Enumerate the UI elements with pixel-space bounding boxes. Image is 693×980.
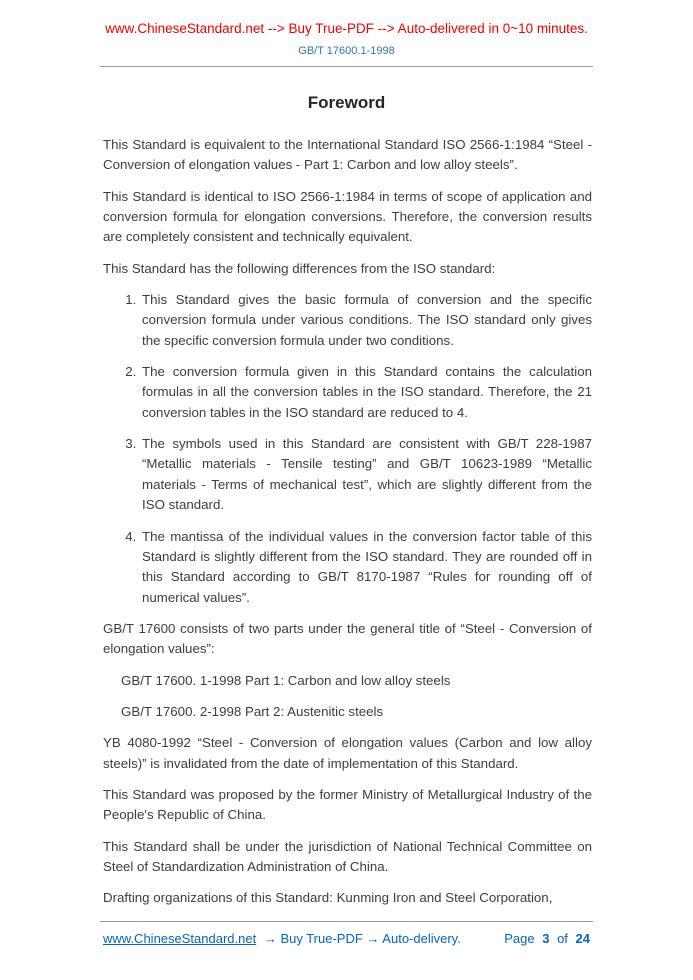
of-word: of bbox=[557, 931, 568, 946]
paragraph-part-1: GB/T 17600. 1-1998 Part 1: Carbon and low alloy steels bbox=[121, 672, 451, 688]
page-total: 24 bbox=[575, 931, 590, 946]
page-current: 3 bbox=[542, 931, 550, 946]
paragraph-equivalence: This Standard is equivalent to the International Standard ISO 2566-1:1984 “Steel - Conversion of elongation values - Part 1: Carbon and low alloy steels”. bbox=[103, 137, 592, 173]
paragraph-drafting: Drafting organizations of this Standard: Kunming Iron and Steel Corporation, bbox=[103, 890, 553, 906]
footer-divider bbox=[100, 921, 593, 922]
list-item-4: 4. The mantissa of the individual values in the conversion factor table of this Standard is slightly different from the ISO standard. They are rounded off in this Standard according to GB/T 8170-1987 “Rules for rounding off of numerical values”. bbox=[140, 527, 592, 608]
document-body bbox=[0, 135, 693, 909]
page-indicator bbox=[500, 931, 590, 946]
header-divider bbox=[100, 66, 593, 67]
list-item-3: 3. The symbols used in this Standard are consistent with GB/T 228-1987 “Metallic materials - Tensile testing” and GB/T 10623-1989 “Metallic materials - Terms of mechanical test”, which are slightly different from the ISO standard. bbox=[140, 434, 592, 515]
differences-list bbox=[103, 290, 592, 608]
paragraph-differences-intro: This Standard has the following differences from the ISO standard: bbox=[103, 260, 496, 276]
promo-banner: www.ChineseStandard.net --> Buy True-PDF --> Auto-delivered in 0~10 minutes. bbox=[105, 21, 588, 36]
paragraph-proposed-by: This Standard was proposed by the former Ministry of Metallurgical Industry of the People's Republic of China. bbox=[103, 786, 592, 823]
footer-promo bbox=[103, 931, 461, 946]
paragraph-jurisdiction: This Standard shall be under the jurisdiction of National Technical Committee on Steel of Standardization Administration of China. bbox=[103, 838, 592, 874]
paragraph-part-2: GB/T 17600. 2-1998 Part 2: Austenitic steels bbox=[121, 703, 384, 719]
footer-site-link[interactable]: www.ChineseStandard.net bbox=[103, 931, 257, 946]
footer-promo-text: → Buy True-PDF → Auto-delivery. bbox=[263, 931, 461, 946]
paragraph-invalidation: YB 4080-1992 “Steel - Conversion of elongation values (Carbon and low alloy steels)” is invalidated from the date of implementation of this Standard. bbox=[103, 735, 592, 771]
standard-number: GB/T 17600.1-1998 bbox=[298, 45, 395, 57]
page-footer bbox=[100, 921, 593, 946]
list-item-1: 1. This Standard gives the basic formula of conversion and the specific conversion formula under various conditions. The ISO standard only gives the specific conversion formula under two conditions. bbox=[140, 290, 592, 351]
list-item-2: 2. The conversion formula given in this Standard contains the calculation formulas in all the conversion tables in the ISO standard. Therefore, the 21 conversion tables in the ISO standard are reduced to 4. bbox=[140, 362, 592, 423]
paragraph-identical: This Standard is identical to ISO 2566-1:1984 in terms of scope of application and conversion formula for elongation conversions. Therefore, the conversion results are completely consistent and technically equivalent. bbox=[103, 188, 592, 245]
page-title: Foreword bbox=[307, 93, 386, 112]
paragraph-parts-intro: GB/T 17600 consists of two parts under the general title of “Steel - Conversion of elongation values”: bbox=[103, 620, 592, 657]
page-word: Page bbox=[504, 931, 535, 946]
